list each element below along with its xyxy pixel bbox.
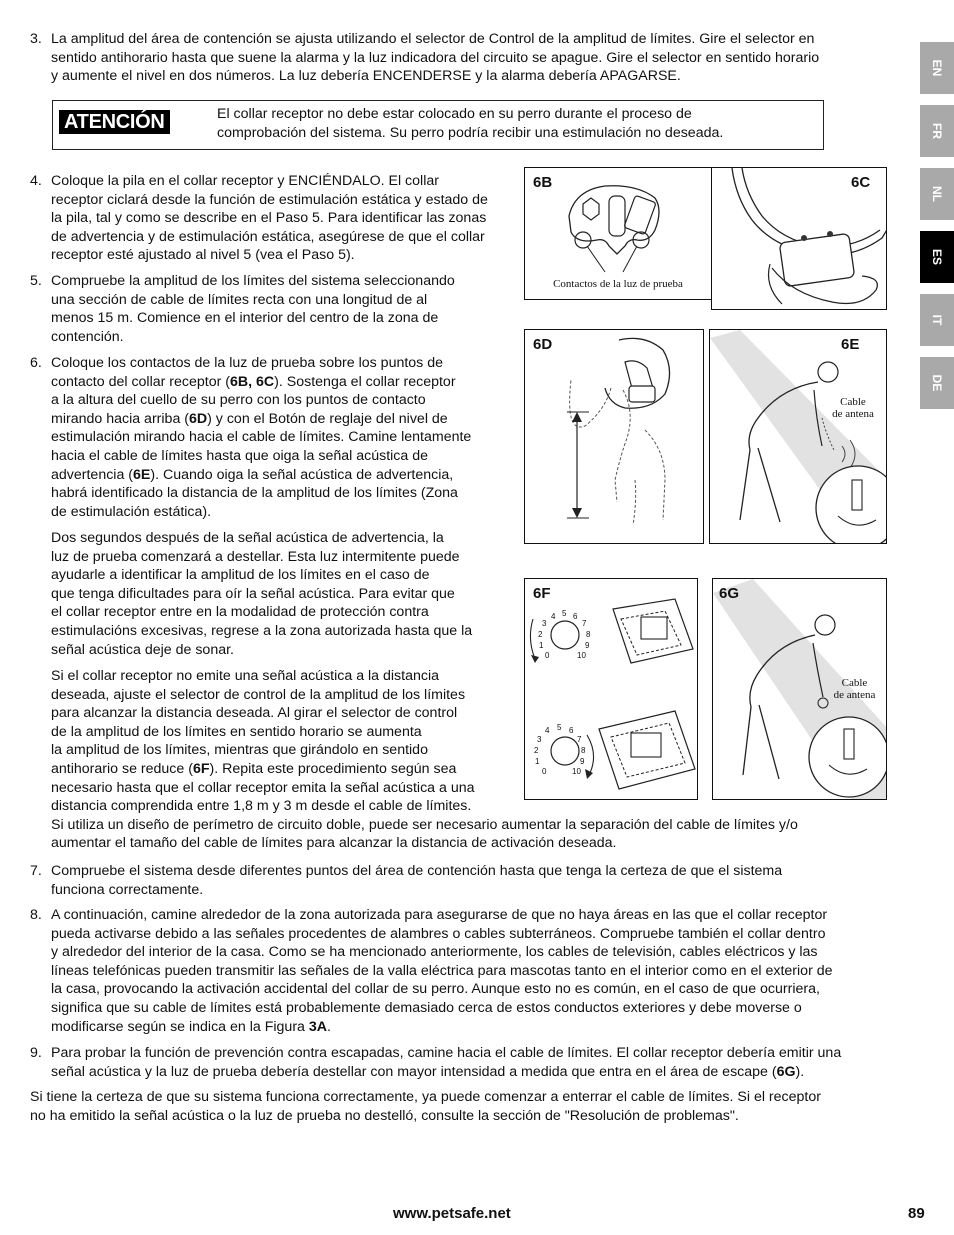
figure-6e-label: 6E	[841, 336, 860, 353]
figure-6d	[524, 329, 704, 544]
step-3-number: 3.	[30, 31, 42, 47]
figure-6e-caption: Cable de antena	[832, 396, 874, 420]
dial-2-num-7: 7	[577, 735, 582, 744]
dial-1-num-4: 4	[551, 612, 556, 621]
figure-6d-label: 6D	[533, 336, 553, 353]
dial-2-num-6: 6	[569, 726, 574, 735]
step-5-number: 5.	[30, 273, 42, 289]
closing-paragraph: Si tiene la certeza de que su sistema funciona correctamente, ya puede comenzar a enterrar el cable de límites. Si el receptor no ha emitido la señal acústica o la luz de prueba no destelló, consulte la sección de "Resolución de problemas".	[30, 1089, 821, 1124]
figure-6c-label: 6C	[851, 174, 871, 191]
figure-6b-caption: Contactos de la luz de prueba	[553, 278, 683, 290]
figure-6e	[709, 329, 887, 544]
dial-1-num-1: 1	[539, 641, 544, 650]
step-6-paragraph-3: Si el collar receptor no emite una señal acústica a la distancia deseada, ajuste el selector de control de la amplitud de los límites para alcanzar la distancia deseada. Al girar el selector de control de la amplitud de los límites en sentido horario se aumenta la amplitud de los límites, mientras que girándolo en sentido antihorario se reduce (6F). Repita este procedimiento según sea necesario hasta que el collar receptor emita la señal acústica a una distancia comprendida entre 1,8 m y 3 m desde el cable de límites. Si utiliza un diseño de perímetro de circuito doble, puede ser necesario aumentar la separación del cable de límites y/o aumentar el tamaño del cable de límites para alcanzar la distancia de activación deseada.	[51, 668, 798, 852]
figure-6f	[524, 578, 698, 800]
figure-6f-label: 6F	[533, 585, 551, 602]
step-6-text: Coloque los contactos de la luz de prueba sobre los puntos de contacto del collar receptor (6B, 6C). Sostenga el collar receptor a la altura del cuello de su perro con los puntos de contacto mirando hacia arriba (6D) y con el Botón de reglaje del nivel de estimulación mirando hacia el cable de límites. Camine lentamente hacia el cable de límites hasta que oiga la señal acústica de advertencia (6E). Cuando oiga la señal acústica de advertencia, habrá identificado la distancia de la amplitud de los límites (Zona de estimulación estática).	[51, 355, 472, 520]
figure-6b-label: 6B	[533, 174, 553, 191]
figure-6g-caption: Cable de antena	[833, 677, 876, 701]
footer-url[interactable]: www.petsafe.net	[393, 1205, 511, 1222]
step-8-text: A continuación, camine alrededor de la zona autorizada para asegurarse de que no haya áreas en las que el collar receptor pueda activarse debido a las señales procedentes de alambres o cables subterráneos. Compruebe también el collar dentro y alrededor del interior de la casa. Como se ha mencionado anteriormente, los cables de televisión, cables eléctricos y las líneas telefónicas pueden transmitir las señales de la valla eléctrica para mascotas tanto en el interior como en el exterior de la casa, provocando la activación accidental del collar de su perro. Aunque esto no es común, en el caso de que ocurriera, significa que su cable de límites está probablemente demasiado cerca de estos conductos exteriores y debe moverse o modificarse según se indica en la Figura 3A.	[51, 907, 833, 1035]
figure-6b	[524, 167, 712, 300]
step-3-text: La amplitud del área de contención se ajusta utilizando el selector de Control de la amplitud de límites. Gire el selector en sentido antihorario hasta que suene la alarma y la luz indicadora del circuito se apague. Gire el selector en sentido horario y aumente el nivel en dos números. La luz debería ENCENDERSE y la alarma debería APAGARSE.	[51, 31, 820, 85]
step-6-paragraph-2: Dos segundos después de la señal acústica de advertencia, la luz de prueba comenzará a destellar. Esta luz intermitente puede ayudarle a identificar la amplitud de los límites en el caso de que tenga dificultades para oír la señal acústica. Para evitar que el collar receptor entre en la modalidad de protección contra estimulacións excesivas, regrese a la zona autorizada hasta que la señal acústica deje de sonar.	[51, 530, 473, 658]
dial-1-num-8: 8	[586, 630, 591, 639]
figure-6c	[711, 167, 887, 310]
dial-2-num-3: 3	[537, 735, 542, 744]
lang-tab-es[interactable]: ES	[920, 231, 954, 283]
dial-1-num-6: 6	[573, 612, 578, 621]
attention-badge: ATENCIÓN	[59, 110, 170, 134]
step-7-number: 7.	[30, 863, 42, 879]
dial-1-num-2: 2	[538, 630, 543, 639]
step-8-number: 8.	[30, 907, 42, 923]
dial-1-num-3: 3	[542, 619, 547, 628]
dial-2-num-10: 10	[572, 767, 581, 776]
figure-6g-label: 6G	[719, 585, 740, 602]
person-walking-with-collar-illustration	[710, 330, 887, 544]
dial-1-num-7: 7	[582, 619, 587, 628]
dial-2-num-2: 2	[534, 746, 539, 755]
dial-2-num-8: 8	[581, 746, 586, 755]
attention-text: El collar receptor no debe estar colocado en su perro durante el proceso de comprobación del sistema. Su perro podría recibir una estimulación no deseada.	[217, 106, 724, 141]
dial-1-num-9: 9	[585, 641, 590, 650]
dial-1-num-0: 0	[545, 651, 550, 660]
attention-callout	[52, 100, 824, 150]
dial-1-num-10: 10	[577, 651, 586, 660]
dog-with-collar-illustration	[525, 330, 704, 544]
step-4-text: Coloque la pila en el collar receptor y ENCIÉNDALO. El collar receptor ciclará desde la función de estimulación estática y estado de la pila, tal y como se describe en el Paso 5. Para identificar las zonas de advertencia y de estimulación estática, asegúrese de que el collar receptor esté ajustado al nivel 5 (vea el Paso 5).	[51, 173, 488, 264]
dial-2-num-0: 0	[542, 767, 547, 776]
step-7-text: Compruebe el sistema desde diferentes puntos del área de contención hasta que tenga la certeza de que el sistema funciona correctamente.	[51, 863, 783, 898]
dial-2-num-5: 5	[557, 723, 562, 732]
dial-2-num-4: 4	[545, 726, 550, 735]
step-9-number: 9.	[30, 1045, 42, 1061]
lang-tab-de[interactable]: DE	[920, 357, 954, 409]
lang-tab-fr[interactable]: FR	[920, 105, 954, 157]
dial-1-num-5: 5	[562, 609, 567, 618]
lang-tab-nl[interactable]: NL	[920, 168, 954, 220]
dial-2-num-9: 9	[580, 757, 585, 766]
step-9-text: Para probar la función de prevención contra escapadas, camine hacia el cable de límites. El collar receptor debería emitir una señal acústica y la luz de prueba debería destellar con mayor intensidad a medida que entra en el área de escape (6G).	[51, 1045, 842, 1080]
lang-tab-it[interactable]: IT	[920, 294, 954, 346]
figure-6g	[712, 578, 887, 800]
page-number: 89	[908, 1205, 925, 1222]
lang-tab-en[interactable]: EN	[920, 42, 954, 94]
step-4-number: 4.	[30, 173, 42, 189]
step-6-number: 6.	[30, 355, 42, 371]
dial-2-num-1: 1	[535, 757, 540, 766]
step-5-text: Compruebe la amplitud de los límites del sistema seleccionando una sección de cable de límites recta con una longitud de al menos 15 m. Comience en el interior del centro de la zona de contención.	[51, 273, 455, 345]
